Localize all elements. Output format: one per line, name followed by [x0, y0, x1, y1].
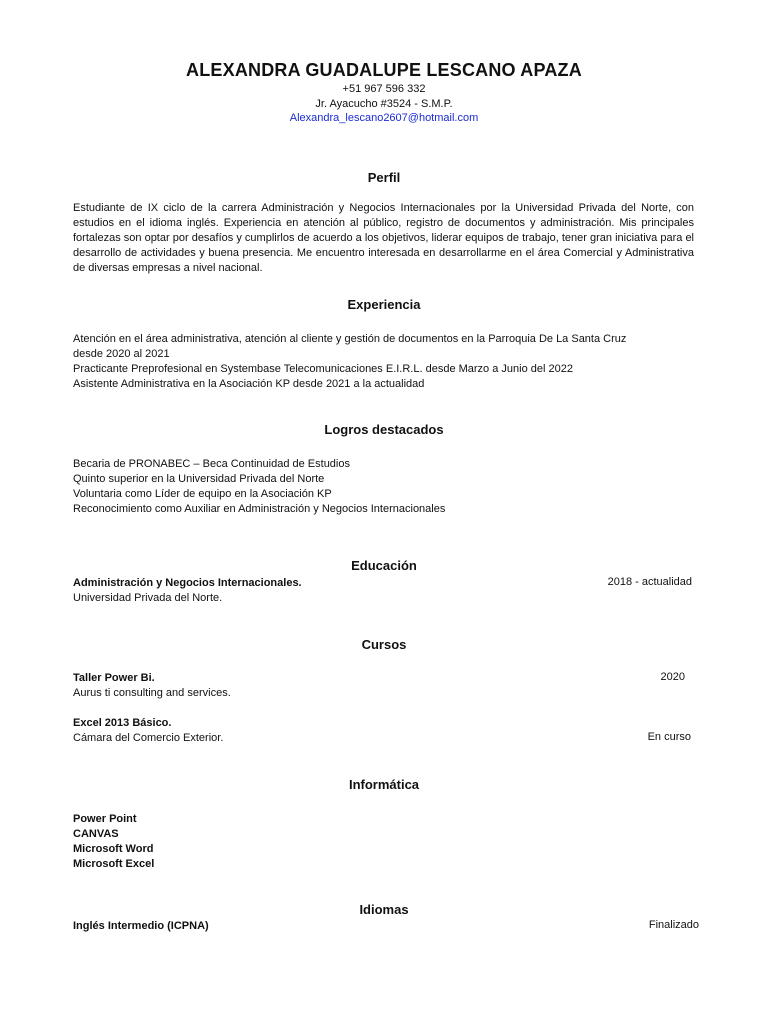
- experience-line: Asistente Administrativa en la Asociación KP desde 2021 a la actualidad: [73, 378, 425, 390]
- education-institution: Universidad Privada del Norte.: [73, 592, 223, 604]
- education-degree: Administración y Negocios Internacionales.: [73, 577, 302, 589]
- candidate-name: ALEXANDRA GUADALUPE LESCANO APAZA: [186, 60, 582, 80]
- skill-item: Microsoft Excel: [73, 858, 155, 870]
- section-title-educacion: Educación: [351, 558, 417, 573]
- course-date: 2020: [660, 671, 685, 683]
- section-title-cursos: Cursos: [361, 637, 407, 652]
- skill-item: Microsoft Word: [73, 843, 154, 855]
- achievement-item: Becaria de PRONABEC – Beca Continuidad de Estudios: [73, 458, 350, 470]
- phone-number: +51 967 596 332: [342, 83, 426, 95]
- course-provider: Aurus ti consulting and services.: [73, 687, 231, 699]
- achievement-item: Quinto superior en la Universidad Privada del Norte: [73, 473, 325, 485]
- achievement-item: Reconocimiento como Auxiliar en Administración y Negocios Internacionales: [73, 503, 446, 515]
- email-link[interactable]: Alexandra_lescano2607@hotmail.com: [289, 112, 479, 124]
- section-title-experiencia: Experiencia: [347, 297, 421, 312]
- experience-line: Atención en el área administrativa, atención al cliente y gestión de documentos en la Parroquia De La Santa Cruz: [73, 333, 627, 345]
- achievement-item: Voluntaria como Líder de equipo en la Asociación KP: [73, 488, 332, 500]
- perfil-text: Estudiante de IX ciclo de la carrera Administración y Negocios Internacionales por la Universidad Privada del Norte, con estudios en el idioma inglés. Experiencia en atención al público, registro de documentos y administración. Mis principales fortalezas son optar por desafíos y cumplirlos de acuerdo a los objetivos, liderar equipos de trabajo, tener gran iniciativa para el desarrollo de actividades y buena presencia. Me encuentro interesada en desarrollarme en el área Comercial y Administrativa de diversas empresas a nivel nacional.: [73, 202, 694, 274]
- skill-item: CANVAS: [73, 828, 119, 840]
- section-title-informatica: Informática: [348, 777, 420, 792]
- experience-line: desde 2020 al 2021: [73, 348, 170, 360]
- section-title-idiomas: Idiomas: [359, 902, 409, 917]
- course-name: Taller Power Bi.: [73, 672, 155, 684]
- language-item: Inglés Intermedio (ICPNA): [73, 920, 209, 932]
- experience-line: Practicante Preprofesional en Systembase Telecomunicaciones E.I.R.L. desde Marzo a Junio del 2022: [73, 363, 573, 375]
- section-title-perfil: Perfil: [367, 170, 401, 185]
- language-status: Finalizado: [648, 919, 699, 931]
- course-date: En curso: [647, 731, 691, 743]
- course-name: Excel 2013 Básico.: [73, 717, 172, 729]
- section-title-logros: Logros destacados: [324, 422, 444, 437]
- course-provider: Cámara del Comercio Exterior.: [73, 732, 224, 744]
- address: Jr. Ayacucho #3524 - S.M.P.: [315, 98, 453, 110]
- skill-item: Power Point: [73, 813, 137, 825]
- education-period: 2018 - actualidad: [607, 576, 692, 588]
